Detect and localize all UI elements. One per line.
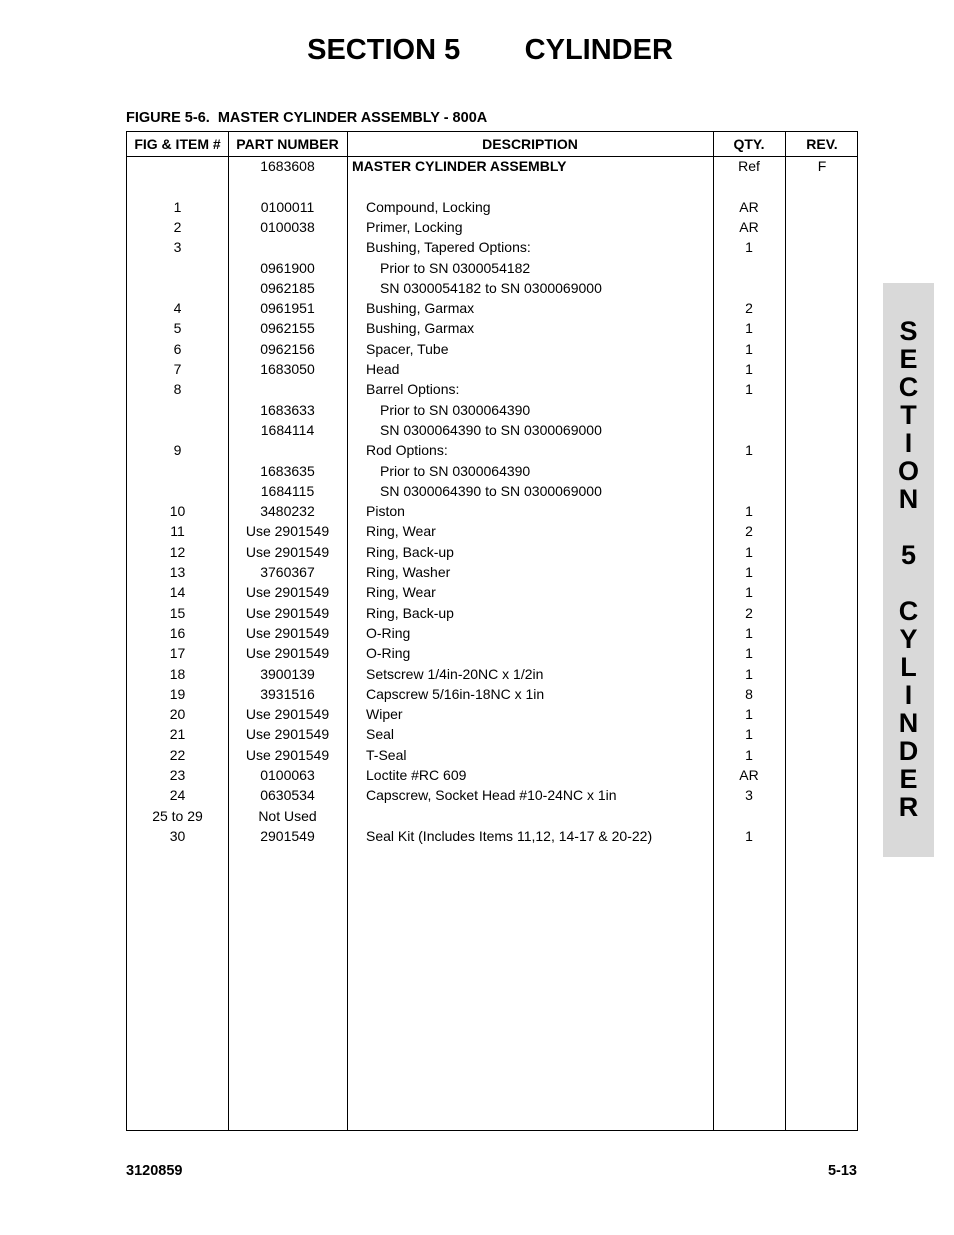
cell-fig-item: 3	[173, 239, 182, 256]
cell-part-number: Use 2901549	[245, 584, 330, 601]
table-row	[127, 298, 857, 318]
cell-part-number: 2901549	[260, 827, 315, 844]
header-part-number: PART NUMBER	[236, 136, 339, 152]
table-row	[127, 806, 857, 826]
cell-fig-item: 24	[169, 787, 186, 804]
table-row	[127, 521, 857, 541]
cell-fig-item: 17	[169, 645, 186, 662]
cell-description: O-Ring	[366, 645, 411, 662]
cell-fig-item: 22	[169, 746, 186, 763]
cell-description: Prior to SN 0300064390	[380, 401, 531, 418]
cell-part-number: Use 2901549	[245, 706, 330, 723]
section-title: SECTION 5 CYLINDER	[307, 34, 673, 66]
cell-fig-item: 23	[169, 767, 186, 783]
cell-part-number: 3480232	[260, 503, 315, 520]
cell-part-number: 0961951	[260, 300, 315, 317]
cell-description: Bushing, Tapered Options:	[366, 239, 531, 256]
cell-description: SN 0300054182 to SN 0300069000	[380, 279, 602, 296]
cell-description: Ring, Back-up	[366, 543, 454, 560]
cell-description: SN 0300064390 to SN 0300069000	[380, 421, 602, 438]
cell-fig-item: 21	[169, 726, 186, 743]
cell-description: Primer, Locking	[366, 218, 463, 235]
table-row	[127, 440, 857, 460]
table-row	[127, 339, 857, 359]
side-tab-letter: 5	[900, 540, 917, 570]
table-row	[127, 684, 857, 704]
table-row	[127, 197, 857, 217]
cell-part-number: 1683633	[260, 401, 315, 418]
side-tab-letter: E	[899, 764, 918, 794]
side-tab-letter: I	[904, 428, 913, 458]
cell-part-number: 0630534	[260, 787, 315, 804]
cell-description: Capscrew 5/16in-18NC x 1in	[366, 685, 545, 702]
table-row	[127, 664, 857, 684]
cell-part-number: 3900139	[260, 665, 315, 682]
side-tab-letter: Y	[899, 624, 918, 654]
cell-description: Ring, Washer	[366, 564, 451, 580]
table-row	[127, 359, 857, 379]
cell-fig-item: 8	[173, 381, 182, 398]
side-tab-letter: N	[898, 484, 919, 514]
cell-part-number: Use 2901549	[245, 645, 330, 662]
table-row	[127, 643, 857, 663]
cell-qty: 1	[745, 503, 753, 520]
table-row	[127, 258, 857, 278]
cell-qty: 1	[745, 239, 753, 256]
parts-table	[126, 131, 858, 1131]
cell-qty: 8	[745, 685, 753, 702]
cell-description: Seal	[366, 726, 395, 743]
header-fig-item: FIG & ITEM #	[134, 136, 221, 152]
table-row	[127, 704, 857, 724]
cell-qty: 1	[745, 543, 753, 560]
header-qty: QTY.	[733, 136, 765, 152]
cell-part-number: 1684114	[260, 421, 315, 438]
table-row	[127, 461, 857, 481]
table-row	[127, 481, 857, 501]
cell-rev: F	[817, 158, 827, 174]
table-row	[127, 582, 857, 602]
cell-qty: 1	[745, 442, 753, 459]
cell-qty: 2	[745, 604, 753, 621]
cell-part-number: 1683050	[260, 361, 315, 377]
cell-description: SN 0300064390 to SN 0300069000	[380, 482, 602, 499]
cell-part-number: Use 2901549	[245, 624, 330, 641]
cell-part-number: 0962155	[260, 320, 315, 337]
cell-description: MASTER CYLINDER ASSEMBLY	[352, 158, 567, 174]
cell-fig-item: 25 to 29	[152, 807, 203, 824]
side-tab-letter: L	[900, 652, 917, 682]
cell-qty: AR	[739, 198, 759, 215]
cell-part-number: 1684115	[260, 482, 315, 499]
cell-part-number: 3931516	[260, 685, 315, 702]
side-tab-letter: C	[898, 372, 919, 402]
cell-part-number: 0100063	[260, 767, 315, 783]
table-row	[127, 603, 857, 623]
cell-description: Prior to SN 0300054182	[380, 259, 531, 276]
cell-description: Bushing, Garmax	[366, 320, 475, 337]
cell-description: Wiper	[366, 706, 403, 723]
cell-fig-item: 14	[169, 584, 186, 601]
cell-part-number: 1683608	[260, 158, 315, 174]
side-tab-letter: O	[897, 456, 919, 486]
cell-qty: AR	[739, 767, 759, 783]
side-tab-letter: S	[899, 316, 918, 346]
side-tab-letter: R	[898, 792, 919, 822]
section-side-tab	[883, 283, 934, 857]
cell-part-number: 0962185	[260, 279, 315, 296]
cell-qty: 1	[745, 584, 753, 601]
cell-qty: 1	[745, 665, 753, 682]
table-row	[127, 420, 857, 440]
table-row	[127, 217, 857, 237]
cell-fig-item: 20	[169, 706, 186, 723]
cell-part-number: Not Used	[258, 807, 317, 824]
cell-description: Ring, Back-up	[366, 604, 454, 621]
cell-part-number: 1683635	[260, 462, 315, 479]
cell-description: Compound, Locking	[366, 198, 491, 215]
cell-fig-item: 19	[169, 685, 186, 702]
cell-description: Head	[366, 361, 400, 377]
side-tab-letter: N	[898, 708, 919, 738]
cell-part-number: 0962156	[260, 340, 315, 357]
cell-qty: 1	[745, 320, 753, 337]
cell-fig-item: 11	[170, 523, 185, 540]
cell-description: Prior to SN 0300064390	[380, 462, 531, 479]
cell-qty: 1	[745, 746, 753, 763]
cell-part-number: 0100038	[260, 218, 315, 235]
cell-fig-item: 5	[173, 320, 182, 337]
cell-fig-item: 15	[169, 604, 186, 621]
table-row	[127, 826, 857, 846]
table-row	[127, 318, 857, 338]
table-row	[127, 562, 857, 582]
cell-fig-item: 13	[169, 564, 186, 580]
table-row	[127, 156, 857, 176]
cell-description: O-Ring	[366, 624, 411, 641]
cell-description: Spacer, Tube	[366, 340, 449, 357]
cell-qty: 1	[745, 726, 753, 743]
figure-title: FIGURE 5-6. MASTER CYLINDER ASSEMBLY - 800A	[126, 110, 488, 126]
table-row	[127, 400, 857, 420]
table-row	[127, 765, 857, 785]
cell-qty: 1	[745, 564, 753, 580]
cell-fig-item: 4	[173, 300, 182, 317]
cell-fig-item: 18	[169, 665, 186, 682]
cell-qty: 1	[745, 624, 753, 641]
table-row	[127, 237, 857, 257]
cell-qty: 1	[745, 645, 753, 662]
cell-description: Seal Kit (Includes Items 11,12, 14-17 & 20-22)	[366, 827, 653, 844]
table-row	[127, 542, 857, 562]
cell-fig-item: 30	[169, 827, 186, 844]
side-tab-letter: E	[899, 344, 918, 374]
cell-fig-item: 12	[169, 543, 186, 560]
cell-description: Bushing, Garmax	[366, 300, 475, 317]
cell-part-number: 0100011	[260, 198, 315, 215]
cell-qty: 1	[745, 827, 753, 844]
cell-description: Capscrew, Socket Head #10-24NC x 1in	[366, 787, 617, 804]
cell-qty: Ref	[738, 158, 760, 174]
table-row	[127, 501, 857, 521]
cell-part-number: Use 2901549	[245, 604, 330, 621]
cell-part-number: Use 2901549	[245, 726, 330, 743]
cell-fig-item: 6	[173, 340, 182, 357]
side-tab-letter: I	[904, 680, 913, 710]
table-row	[127, 623, 857, 643]
side-tab-letter: D	[898, 736, 919, 766]
cell-qty: 1	[745, 381, 753, 398]
cell-description: Ring, Wear	[366, 584, 436, 601]
cell-qty: 3	[745, 787, 753, 804]
cell-part-number: Use 2901549	[245, 746, 330, 763]
cell-fig-item: 9	[173, 442, 182, 459]
table-row	[127, 278, 857, 298]
cell-part-number: 0961900	[260, 259, 315, 276]
cell-part-number: Use 2901549	[245, 543, 330, 560]
document-number: 3120859	[126, 1163, 183, 1179]
cell-fig-item: 16	[169, 624, 186, 641]
cell-part-number: 3760367	[260, 564, 315, 580]
cell-description: T-Seal	[366, 746, 407, 763]
header-rev: REV.	[806, 136, 838, 152]
page-number: 5-13	[827, 1163, 857, 1179]
cell-description: Piston	[366, 503, 405, 520]
cell-part-number: Use 2901549	[245, 523, 330, 540]
side-tab-letters	[883, 317, 934, 821]
side-tab-letter: T	[900, 400, 917, 430]
cell-qty: 1	[745, 361, 753, 377]
cell-qty: 2	[745, 300, 753, 317]
cell-fig-item: 7	[173, 361, 182, 377]
cell-description: Ring, Wear	[366, 523, 436, 540]
cell-description: Loctite #RC 609	[366, 767, 467, 783]
table-row	[127, 785, 857, 805]
cell-qty: 1	[745, 340, 753, 357]
table-row	[127, 745, 857, 765]
cell-description: Setscrew 1/4in-20NC x 1/2in	[366, 665, 544, 682]
header-description: DESCRIPTION	[482, 136, 578, 152]
cell-qty: 1	[745, 706, 753, 723]
side-tab-letter: C	[898, 596, 919, 626]
cell-fig-item: 1	[173, 198, 182, 215]
table-row	[127, 379, 857, 399]
table-row	[127, 724, 857, 744]
cell-fig-item: 10	[169, 503, 186, 520]
cell-qty: AR	[739, 218, 759, 235]
cell-fig-item: 2	[173, 218, 182, 235]
cell-description: Rod Options:	[366, 442, 448, 459]
cell-description: Barrel Options:	[366, 381, 460, 398]
cell-qty: 2	[745, 523, 753, 540]
